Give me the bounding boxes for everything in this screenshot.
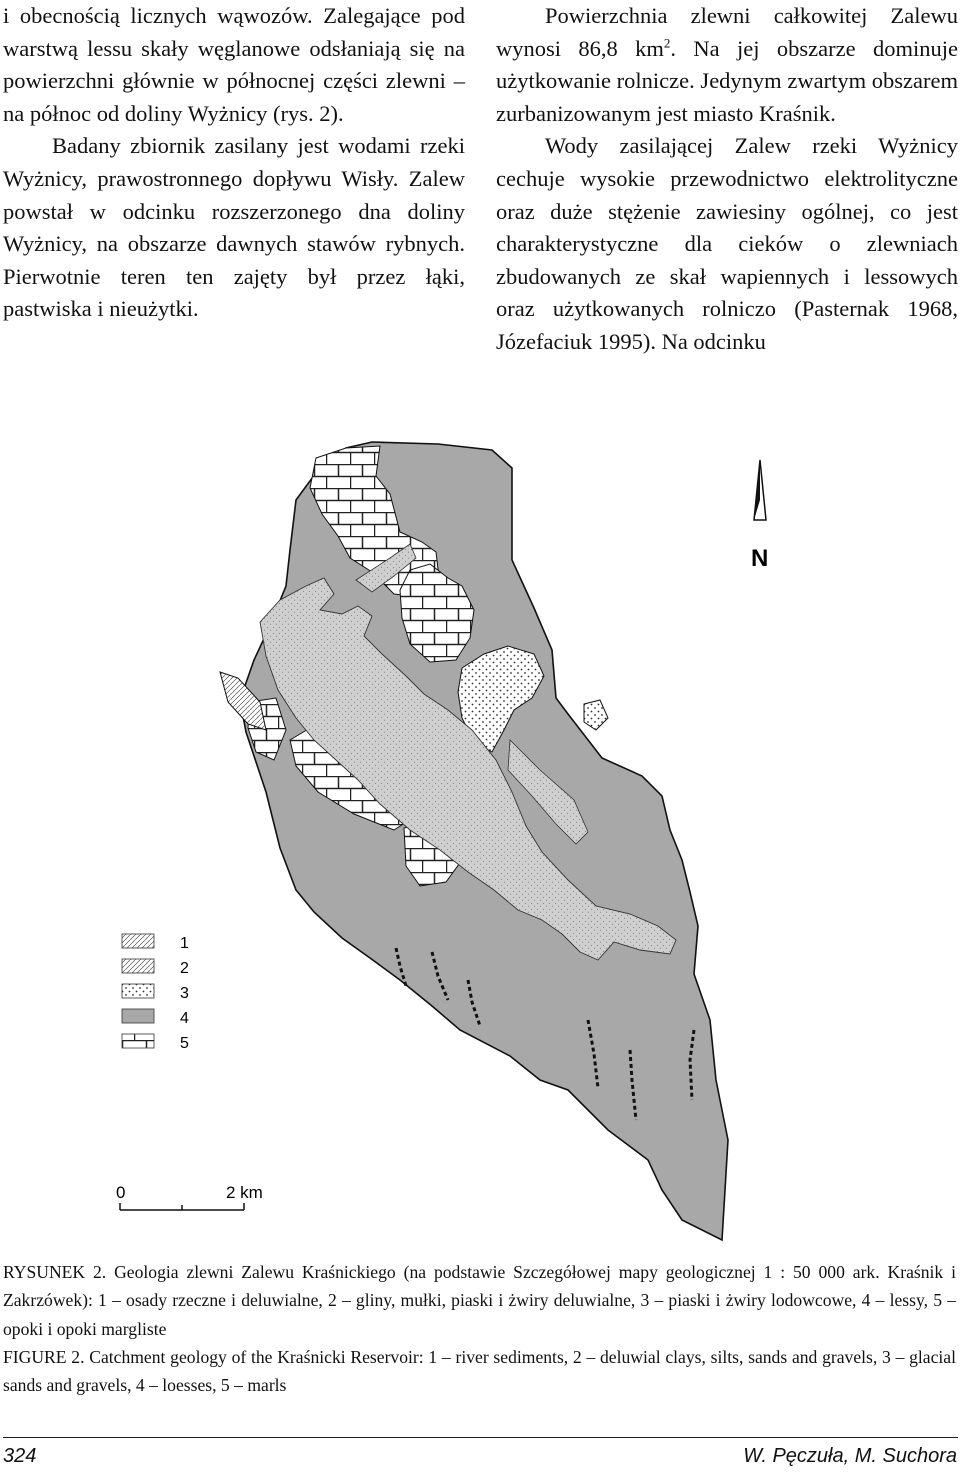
legend-swatch-5 (122, 1034, 154, 1048)
figure-caption (3, 1258, 956, 1399)
left-paragraph-2: Badany zbiornik zasilany jest wodami rzeki Wyżnicy, prawostronnego dopływu Wisły. Zalew powstał w odcinku rozszerzonego dna doliny Wyżnicy, na obszarze dawnych stawów rybnych. Pierwotnie teren ten zajęty był przez łąki, pastwiska i nieużytki. (3, 133, 465, 322)
footer-rule (3, 1437, 958, 1438)
legend-label-3: 3 (180, 985, 189, 1002)
running-authors: W. Pęczuła, M. Suchora (743, 1445, 957, 1467)
scale-label-end: 2 km (226, 1183, 263, 1202)
caption-english: FIGURE 2. Catchment geology of the Kraśnicki Reservoir: 1 – river sediments, 2 – deluwial clays, silts, sands and gravels, 3 – glacial sands and gravels, 4 – loesses, 5 – marls (3, 1346, 956, 1396)
caption-polish: RYSUNEK 2. Geologia zlewni Zalewu Kraśnickiego (na podstawie Szczegółowej mapy geologicznej 1 : 50 000 ark. Kraśnik i Zakrzówek): 1 – osady rzeczne i deluwialne, 2 – gliny, mułki, piaski i żwiry deluwialne, 3 – piaski i żwiry lodowcowe, 4 – lessy, 5 – opoki i opoki margliste (3, 1262, 956, 1339)
legend-label-4: 4 (180, 1010, 189, 1027)
left-text-column (3, 0, 465, 326)
legend-swatch-4 (122, 1009, 154, 1023)
right-paragraph-2: Wody zasilającej Zalew rzeki Wyżnicy cechuje wysokie przewodnictwo elektrolityczne oraz duże stężenie zawiesiny ogólnej, co jest charakterystyczne dla cieków o zlewniach zbudowanych ze skał wapiennych i lessowych oraz użytkowanych rolniczo (Pasternak 1968, Józefaciuk 1995). Na odcinku (496, 133, 958, 354)
legend-label-1: 1 (180, 935, 189, 952)
area-unit-superscript: 2 (663, 35, 671, 51)
legend-label-2: 2 (180, 960, 189, 977)
geology-map-figure (110, 440, 960, 1245)
right-paragraph-1 (496, 0, 958, 130)
glacial-sands-area-east (584, 700, 608, 730)
legend-swatch-1 (122, 934, 154, 948)
scale-bar (116, 1183, 263, 1210)
legend (122, 934, 189, 1052)
legend-swatch-3 (122, 984, 154, 998)
north-label: N (751, 545, 769, 572)
area-text-start: Powierzchnia zlewni całkowitej Zalewu wynosi 86,8 km (496, 3, 958, 61)
area-text-end: . Na jej obszarze dominuje użytkowanie rolnicze. Jedynym zwartym obszarem zurbanizowanym jest miasto Kraśnik. (496, 35, 958, 126)
left-paragraph-1: i obecnością licznych wąwozów. Zalegające pod warstwą lessu skały węglanowe odsłaniają się na powierzchni głównie w północnej części zlewni – na północ od doliny Wyżnicy (rys. 2). (3, 3, 465, 126)
north-arrow (751, 460, 768, 572)
page-number: 324 (3, 1445, 37, 1467)
right-text-column (496, 0, 958, 359)
scale-label-start: 0 (116, 1183, 126, 1202)
legend-label-5: 5 (180, 1035, 189, 1052)
legend-swatch-2 (122, 959, 154, 973)
